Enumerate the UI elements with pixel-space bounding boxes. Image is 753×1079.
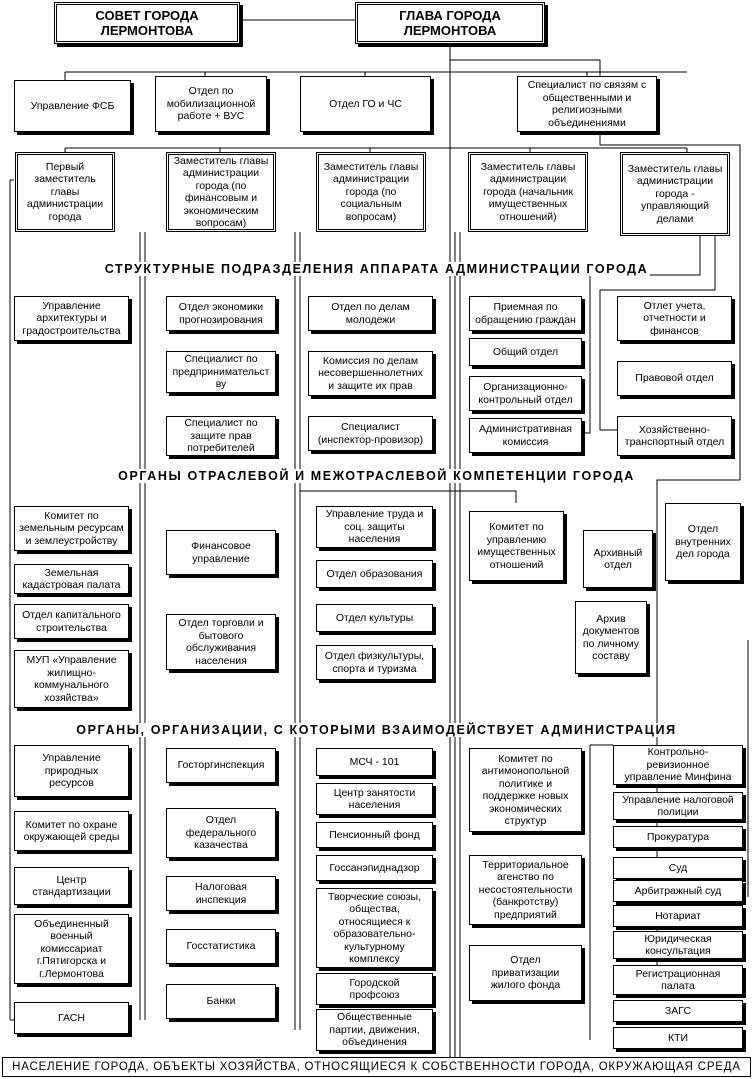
structural-col5-item: Хозяйственно- транспортный отдел [617,416,732,456]
structural-col2-item: Специалист по предпринимательст ву [166,351,276,393]
partners-col5-item: Контрольно- ревизионное управление Минфина [613,745,743,785]
partners-col5-item: Нотариат [613,905,743,927]
partners-col4-item: Отдел приватизации жилого фонда [469,945,582,1001]
partners-col1-item: Объединенный военный комиссариат г.Пятигорска и г.Лермонтова [14,914,129,984]
sectoral-col5-item: Архивный отдел [583,530,653,588]
fsb-box: Управление ФСБ [14,80,131,132]
city-head-box: ГЛАВА ГОРОДА ЛЕРМОНТОВА [355,2,545,44]
structural-col3-item: Отдел по делам молодежи [308,296,433,331]
civil-defense-box: Отдел ГО и ЧС [300,76,431,132]
partners-col5-item: Суд [613,857,743,879]
partners-col4-item: Территориальное агенство по несостоятельности (банкротству) предприятий [469,855,582,925]
partners-col2-item: Госстатистика [166,929,276,964]
partners-col1-item: ГАСН [14,1002,129,1034]
partners-col4-item: Комитет по антимонопольной политике и поддержке новых экономических структур [469,748,582,832]
structural-col3-item: Специалист (инспектор-провизор) [308,416,433,451]
partners-col2-item: Налоговая инспекция [166,876,276,911]
partners-col1-item: Комитет по охране окружающей среды [14,811,129,851]
sectoral-col2-item: Отдел торговли и бытового обслуживания населения [166,614,276,670]
structural-col2-item: Отдел экономики прогнозирования [166,296,276,331]
sectoral-col3-item: Управление труда и соц. защиты населения [316,506,433,548]
partners-col5-item: Юридическая консультация [613,931,743,959]
sectoral-col1-item: Земельная кадастровая палата [14,564,129,594]
partners-col1-item: Центр стандартизации [14,867,129,905]
footer-population-banner: НАСЕЛЕНИЕ ГОРОДА, ОБЪЕКТЫ ХОЗЯЙСТВА, ОТНОСЯЩИЕСЯ К СОБСТВЕННОСТИ ГОРОДА, ОКРУЖАЮЩАЯ СРЕДА [2,1057,751,1077]
structural-col1-item: Управление архитектуры и градостроительства [14,296,129,341]
sectoral-col5-item: Архив документов по личному составу [575,601,647,674]
sectoral-section-title: ОРГАНЫ ОТРАСЛЕВОЙ И МЕЖОТРАСЛЕВОЙ КОМПЕТЕНЦИИ ГОРОДА [118,469,635,483]
partners-col2-item: Отдел федерального казачества [166,808,276,858]
deputy-finance-box: Заместитель главы администрации города (по финансовым и экономическим вопросам) [166,152,276,232]
sectoral-col1-item: МУП «Управление жилищно- коммунального хозяйства» [14,650,129,708]
structural-col2-item: Специалист по защите прав потребителей [166,416,276,456]
deputy-social-box: Заместитель главы администрации города (по социальным вопросам) [316,152,426,232]
deputy-first-box: Первый заместитель главы администрации города [15,152,115,232]
partners-col3-item: Творческие союзы, общества, относящиеся к образовательно- культурному комплексу [316,888,433,968]
partners-col3-item: Общественные партии, движения, объединения [316,1009,433,1051]
sectoral-col1-item: Комитет по земельным ресурсам и землеустройству [14,506,129,551]
sectoral-col4-item: Комитет по управлению имущественных отношений [469,511,564,581]
sectoral-col3-item: Отдел образования [316,560,433,588]
sectoral-col3-item: Отдел культуры [316,604,433,632]
partners-col5-item: Прокуратура [613,826,743,848]
sectoral-col1-item: Отдел капитального строительства [14,604,129,639]
partners-col3-item: Госсанэпиднадзор [316,855,433,881]
partners-col2-item: Банки [166,984,276,1019]
deputy-property-box: Заместитель главы администрации города (начальник имущественных отношений) [468,152,588,232]
structural-col5-item: Правовой отдел [617,361,732,396]
public-relations-box: Специалист по связям с общественными и религиозными объединениями [517,76,657,132]
partners-col5-item: Управление налоговой полиции [613,792,743,820]
partners-col3-item: МСЧ - 101 [316,748,433,776]
partners-col3-item: Центр занятости населения [316,783,433,815]
partners-section-title: ОРГАНЫ, ОРГАНИЗАЦИИ, С КОТОРЫМИ ВЗАИМОДЕЙСТВУЕТ АДМИНИСТРАЦИЯ [76,723,677,737]
deputy-office-manager-box: Заместитель главы администрации города - управляющий делами [620,152,730,236]
mobilization-box: Отдел по мобилизационной работе + ВУС [155,76,267,132]
structural-col4-item: Организационно- контрольный отдел [469,376,582,411]
sectoral-col5-item: Отдел внутренних дел города [665,503,741,581]
sectoral-col3-item: Отдел физкультуры, спорта и туризма [316,645,433,680]
structural-section-title: СТРУКТУРНЫЕ ПОДРАЗДЕЛЕНИЯ АППАРАТА АДМИНИСТРАЦИИ ГОРОДА [104,262,649,276]
partners-col3-item: Городской профсоюз [316,973,433,1005]
partners-col5-item: КТИ [613,1027,743,1049]
structural-col4-item: Административная комиссия [469,418,582,453]
partners-col2-item: Госторгинспекция [166,748,276,783]
partners-col5-item: ЗАГС [613,1000,743,1022]
structural-col3-item: Комиссия по делам несовершеннолетних и защите их прав [308,351,433,396]
partners-col1-item: Управление природных ресурсов [14,745,129,797]
partners-col5-item: Регистрационная палата [613,965,743,995]
sectoral-col2-item: Финансовое управление [166,530,276,575]
structural-col5-item: Отлет учета, отчетности и финансов [617,296,732,341]
city-council-box: СОВЕТ ГОРОДА ЛЕРМОНТОВА [54,2,240,44]
structural-col4-item: Общий отдел [469,338,582,366]
partners-col3-item: Пенсионный фонд [316,822,433,848]
partners-col5-item: Арбитражный суд [613,880,743,902]
structural-col4-item: Приемная по обращению граждан [469,296,582,331]
